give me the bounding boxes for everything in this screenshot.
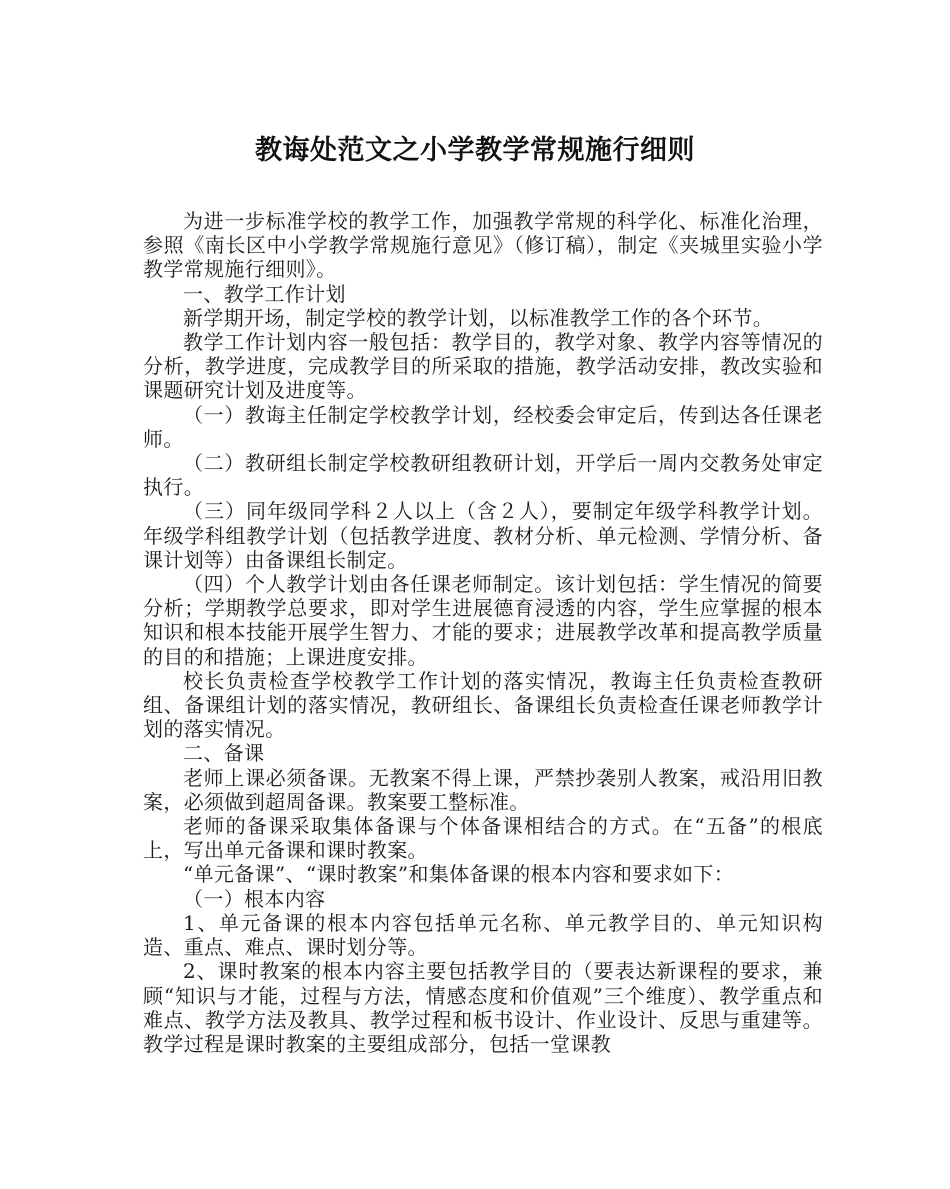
paragraph-item-3: （三）同年级同学科２人以上（含２人），要制定年级学科教学计划。年级学科组教学计划（包括教学进度、教材分析、单元检测、学情分析、备课计划等）由备课组长制定。: [143, 499, 823, 572]
paragraph: “单元备课”、“课时教案”和集体备课的根本内容和要求如下：: [183, 862, 735, 887]
paragraph-item-2: （二）教研组长制定学校教研组教研计划，开学后一周内交教务处审定执行。: [143, 451, 823, 500]
paragraph-item-1: （一）教诲主任制定学校教学计划，经校委会审定后，传到达各任课老师。: [143, 402, 823, 451]
document-body: [143, 209, 823, 1056]
paragraph: 老师上课必须备课。无教案不得上课，严禁抄袭别人教案，戒沿用旧教案，必须做到超周备课。教案要工整标准。: [143, 765, 823, 814]
paragraph: 教学工作计划内容一般包括：教学目的，教学对象、教学内容等情况的分析，教学进度，完成教学目的所采取的措施，教学活动安排，教改实验和课题研究计划及进度等。: [143, 330, 823, 403]
paragraph-numbered-2: 2、课时教案的根本内容主要包括教学目的（要表达新课程的要求，兼顾“知识与才能，过程与方法，情感态度和价值观”三个维度）、教学重点和难点、教学方法及教具、教学过程和板书设计、作业设计、反思与重建等。教学过程是课时教案的主要组成部分，包括一堂课教: [143, 959, 823, 1056]
paragraph: 校长负责检查学校教学工作计划的落实情况，教诲主任负责检查教研组、备课组计划的落实情况，教研组长、备课组长负责检查任课老师教学计划的落实情况。: [143, 668, 823, 742]
document-title: 教诲处范文之小学教学常规施行细则: [255, 135, 695, 166]
paragraph-intro: 为进一步标准学校的教学工作，加强教学常规的科学化、标准化治理，参照《南长区中小学教学常规施行意见》（修订稿），制定《夹城里实验小学教学常规施行细则》。: [143, 209, 823, 282]
section-heading-lesson-prep: 二、备课: [183, 741, 265, 766]
paragraph: 老师的备课采取集体备课与个体备课相结合的方式。在“五备”的根底上，写出单元备课和课时教案。: [143, 814, 823, 863]
paragraph-numbered-1: 1、单元备课的根本内容包括单元名称、单元教学目的、单元知识构造、重点、难点、课时划分等。: [143, 910, 823, 960]
subsection-heading-basic-content: （一）根本内容: [183, 886, 326, 911]
paragraph: 新学期开场，制定学校的教学计划，以标准教学工作的各个环节。: [183, 305, 774, 330]
section-heading-teaching-plan: 一、教学工作计划: [183, 281, 346, 306]
paragraph-item-4: （四）个人教学计划由各任课老师制定。该计划包括：学生情况的简要分析；学期教学总要求，即对学生进展德育浸透的内容，学生应掌握的根本知识和根本技能开展学生智力、才能的要求；进展教学改革和提高教学质量的目的和措施；上课进度安排。: [143, 572, 823, 669]
